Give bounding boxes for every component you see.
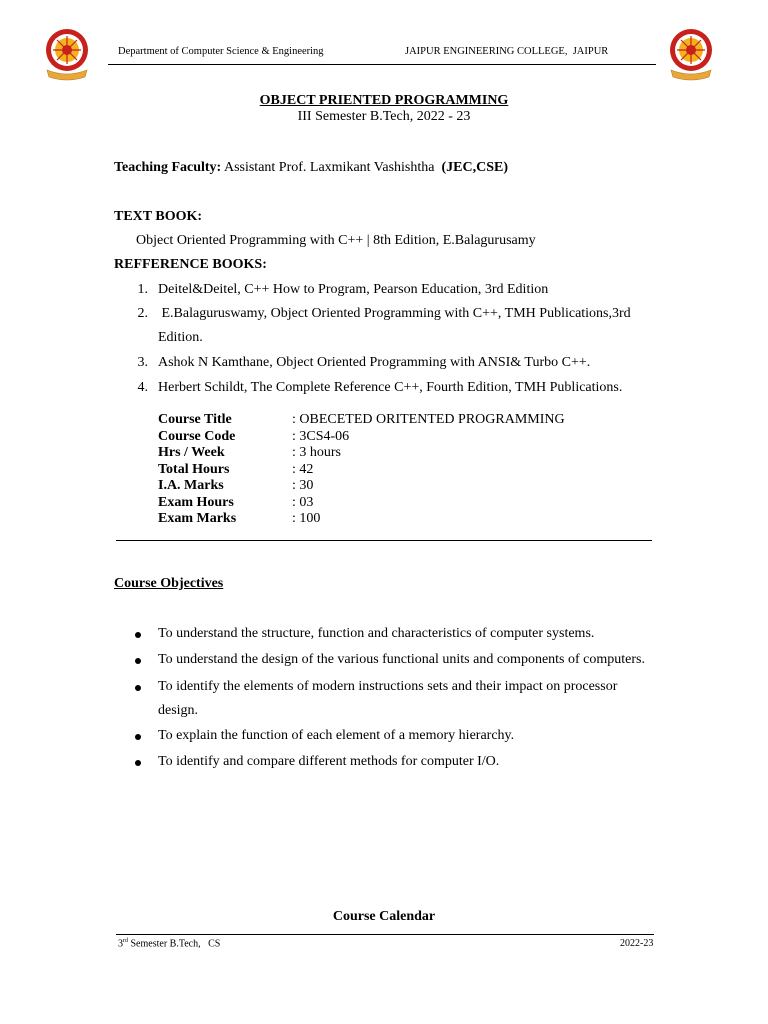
bullet-icon (135, 734, 141, 740)
reference-number: 1. (137, 282, 148, 297)
objectives-heading: Course Objectives (114, 576, 224, 591)
header-department: Department of Computer Science & Engineering (118, 46, 324, 57)
footer-semester-number: 3 (118, 938, 123, 950)
course-detail-key: Course Title (158, 412, 232, 427)
header-divider (108, 64, 656, 65)
faculty-label: Teaching Faculty: (114, 160, 222, 175)
document-subtitle: III Semester B.Tech, 2022 - 23 (297, 109, 471, 124)
faculty-line (114, 160, 508, 176)
textbook-entry: Object Oriented Programming with C++ | 8th Edition, E.Balagurusamy (136, 233, 536, 248)
course-detail-value: : 3CS4-06 (292, 429, 350, 444)
course-detail-value: : 3 hours (292, 445, 341, 460)
reference-item: Herbert Schildt, The Complete Reference C++, Fourth Edition, TMH Publications. (158, 380, 623, 395)
college-seal-icon-left (42, 26, 92, 82)
course-detail-key: Total Hours (158, 462, 230, 477)
objective-item: To identify and compare different methods for computer I/O. (158, 754, 500, 769)
reference-number: 3. (137, 355, 148, 370)
textbook-heading: TEXT BOOK: (114, 209, 203, 224)
references-heading: REFFERENCE BOOKS: (114, 257, 267, 272)
course-detail-key: Exam Marks (158, 511, 237, 526)
reference-item: Ashok N Kamthane, Object Oriented Programming with ANSI& Turbo C++. (158, 355, 591, 370)
course-detail-value: : 03 (292, 495, 314, 510)
reference-number: 2. (137, 306, 148, 321)
course-detail-key: Course Code (158, 429, 236, 444)
document-title: OBJECT PRIENTED PROGRAMMING (259, 93, 509, 108)
faculty-affiliation: (JEC,CSE) (441, 160, 508, 175)
footer-semester-text: Semester B.Tech, CS (128, 938, 221, 950)
bullet-icon (135, 685, 141, 691)
footer-semester-suffix: rd (123, 938, 128, 944)
calendar-heading: Course Calendar (332, 909, 436, 924)
course-detail-value: : 42 (292, 462, 314, 477)
bullet-icon (135, 658, 141, 664)
college-seal-icon-right (666, 26, 716, 82)
course-detail-key: Exam Hours (158, 495, 234, 510)
footer-year: 2022-23 (620, 938, 654, 949)
bullet-icon (135, 760, 141, 766)
footer-divider (116, 934, 654, 935)
course-detail-value: : OBECETED ORITENTED PROGRAMMING (292, 412, 565, 427)
course-detail-key: Hrs / Week (158, 445, 225, 460)
bullet-icon (135, 632, 141, 638)
header-college: JAIPUR ENGINEERING COLLEGE, JAIPUR (405, 46, 609, 57)
course-detail-value: : 100 (292, 511, 321, 526)
reference-item: Deitel&Deitel, C++ How to Program, Pearson Education, 3rd Edition (158, 282, 549, 297)
footer-semester (118, 938, 220, 949)
reference-item: E.Balaguruswamy, Object Oriented Programming with C++, TMH Publications,3rd (158, 306, 631, 321)
reference-item-continued: Edition. (158, 330, 203, 345)
objective-item: To understand the design of the various functional units and components of computers. (158, 652, 645, 667)
reference-number: 4. (137, 380, 148, 395)
course-detail-value: : 30 (292, 478, 314, 493)
objective-item: To identify the elements of modern instructions sets and their impact on processor (158, 679, 618, 694)
objective-item-continued: design. (158, 703, 199, 718)
section-divider (116, 540, 652, 541)
faculty-name: Assistant Prof. Laxmikant Vashishtha (223, 160, 435, 175)
course-detail-key: I.A. Marks (158, 478, 224, 493)
objective-item: To explain the function of each element of a memory hierarchy. (158, 728, 515, 743)
objective-item: To understand the structure, function and characteristics of computer systems. (158, 626, 595, 641)
